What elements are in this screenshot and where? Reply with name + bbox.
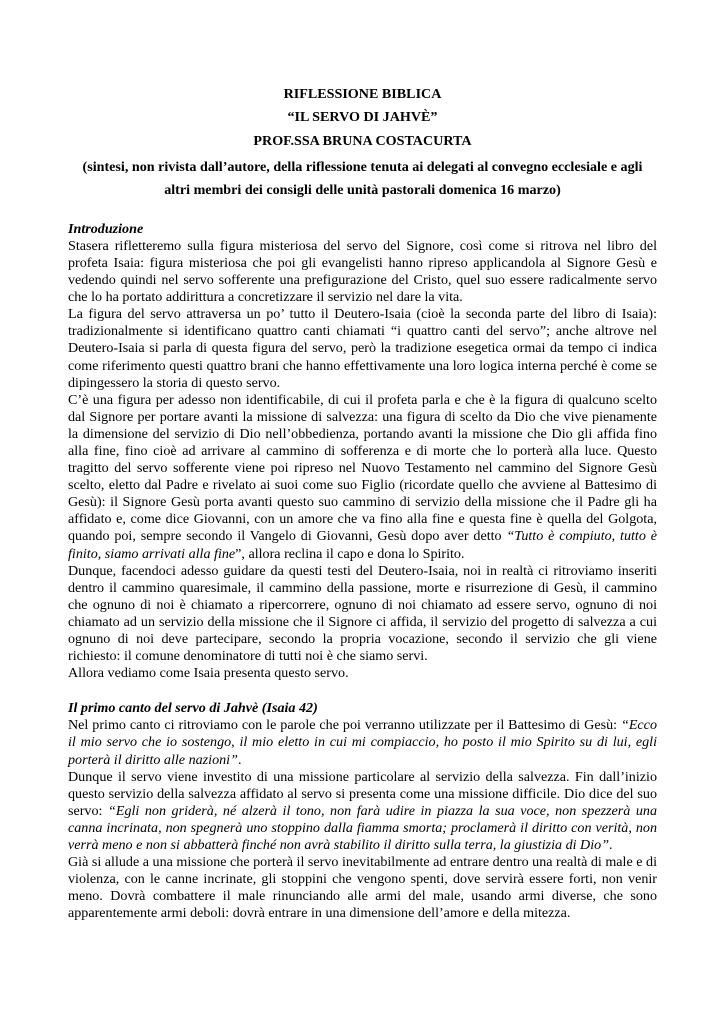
quotation: “Tutto è compiuto, tutto è finito, siamo arrivati alla fine: [68, 528, 658, 562]
paragraph-text: .: [609, 837, 613, 854]
section-title: Il primo canto del servo di Jahvè (Isaia 42): [68, 700, 318, 717]
header-title: RIFLESSIONE BIBLICA: [283, 86, 442, 102]
paragraph: Stasera rifletteremo sulla figura misteriosa del servo del Signore, così come si ritrova nel libro del profeta Isaia: figura misteriosa che poi gli evangelisti hanno ripreso applicandola al Signore Gesù e vedendo quindi nel servo sofferente una prefigurazione del Cristo, quel suo essere radicalmente servo che lo ha portato addirittura a concretizzare il servizio nel dare la vita.: [68, 237, 657, 306]
paragraph-text: ”, allora reclina il capo e dona lo Spirito.: [235, 545, 465, 562]
paragraph: La figura del servo attraversa un po’ tutto il Deutero-Isaia (cioè la seconda parte del libro di Isaia): tradizionalmente si identificano quattro canti chiamati “i quattro canti del servo”; anche altrove nel Deutero-Isaia si parla di questa figura del servo, però la tradizione esegetica ormai da tempo ci indica come riferimento questi quattro brani che hanno effettivamente una loro logica interna perché è come se dipingessero la storia di questo servo.: [68, 306, 657, 391]
document-page: [68, 86, 657, 923]
paragraph: [68, 392, 657, 563]
paragraph: [68, 717, 657, 768]
quotation: “Ecco il mio servo che io sostengo, il mio eletto in cui mi compiaccio, ho posto il mio Spirito su di lui, egli porterà il diritto alle nazioni”: [68, 717, 657, 768]
section-first-song: [68, 700, 657, 922]
header-subtitle: “IL SERVO DI JAHVÈ”: [287, 109, 438, 126]
paragraph: Dunque, facendoci adesso guidare da questi testi del Deutero-Isaia, noi in realtà ci ritroviamo inseriti dentro il cammino quaresimale, il cammino della passione, morte e risurrezione di Gesù, il cammino che ognuno di noi è chiamato a ripercorrere, ognuno di noi chiamato ad essere servo, ognuno di noi chiamato ad un servizio della missione che il Signore ci affida, il servizio del progetto di salvezza a cui ognuno di noi deve partecipare, secondo la propria vocazione, secondo il servizio che gli viene richiesto: il comune denominatore di tutti noi è che siamo servi.: [68, 562, 657, 665]
paragraph-text: .: [237, 751, 242, 768]
paragraph: Già si allude a una missione che porterà il servo inevitabilmente ad entrare dentro una realtà di male e di violenza, con le canne incrinate, gli stoppini che vengono spenti, dove servirà essere forti, non venir meno. Dovrà combattere il male rinunciando alle armi del male, usando armi diverse, che sono apparentemente armi deboli: dovrà entrare in una dimensione dell’amore e della mitezza.: [68, 854, 657, 922]
quotation: “Egli non griderà, né alzerà il tono, non farà udire in piazza la sua voce, non spezzerà una canna incrinata, non spegnerà uno stoppino dalla fiamma smorta; proclamerà il diritto con verità, non verrà meno e non si abbatterà finché non avrà stabilito il diritto sulla terra, la giustizia di Dio”: [68, 802, 658, 854]
document-header: [68, 86, 657, 203]
header-author: PROF.SSA BRUNA COSTACURTA: [253, 132, 472, 149]
paragraph: [68, 769, 657, 854]
paragraph-text: C’è una figura per adesso non identificabile, di cui il profeta parla e che è la figura di qualcuno scelto dal Signore per portare avanti la missione di salvezza: una figura di scelto da Dio che vive pienamente la dimensione del servizio di Dio nell’obbedienza, portando avanti la missione che Dio gli affida fino alla fine, fino cioè ad arrivare al cammino di sofferenza e di morte che lo porterà alla luce. Questo tragitto del servo sofferente viene poi ripreso nel Nuovo Testamento nel cammino del Signore Gesù scelto, eletto dal Padre e rivelato ai suoi come suo Figlio (ricordate quello che avviene al Battesimo di Gesù): il Signore Gesù porta avanti questo suo cammino di servizio della missione che il Padre gli ha affidato e, come dice Giovanni, con un amore che va fino alla fine e questa fine è quella del Golgota, quando poi, sempre secondo il Vangelo di Giovanni, Gesù dopo aver detto: [68, 391, 657, 545]
paragraph-text: Dunque il servo viene investito di una missione particolare al servizio della salvezza. Fin dall’inizio questo servizio della salvezza affidato al servo si presenta come una missione difficile. Dio dice del suo servo:: [68, 768, 657, 819]
paragraph-text: Nel primo canto ci ritroviamo con le parole che poi verranno utilizzate per il Battesimo di Gesù:: [68, 717, 621, 734]
header-note: (sintesi, non rivista dall’autore, della riflessione tenuta ai delegati al convegno ecclesiale e agli altri membri dei consigli delle unità pastorali domenica 16 marzo): [82, 159, 643, 199]
section-introduction: [68, 221, 657, 683]
paragraph: Allora vediamo come Isaia presenta questo servo.: [68, 665, 349, 682]
section-title: Introduzione: [68, 220, 144, 237]
